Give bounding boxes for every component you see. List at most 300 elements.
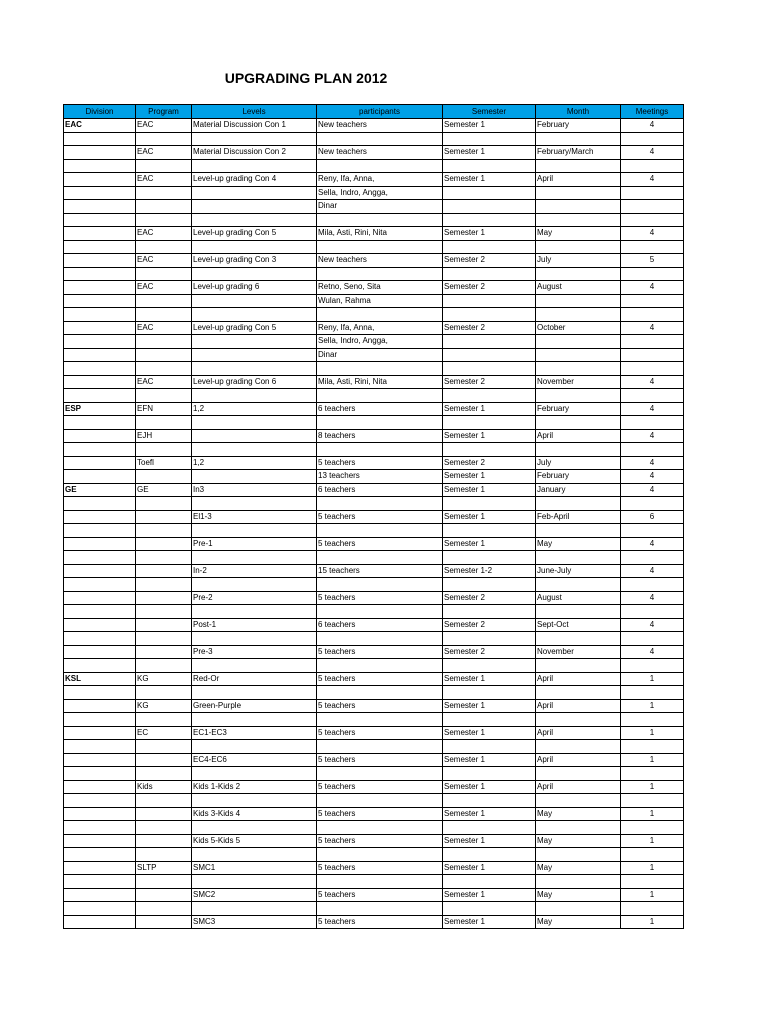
program-cell[interactable] xyxy=(136,888,192,902)
month-cell[interactable] xyxy=(536,308,621,322)
month-cell[interactable] xyxy=(536,240,621,254)
levels-cell[interactable] xyxy=(192,308,317,322)
participants-cell[interactable] xyxy=(317,713,443,727)
levels-cell[interactable]: EC1-EC3 xyxy=(192,726,317,740)
participants-cell[interactable] xyxy=(317,767,443,781)
semester-cell[interactable] xyxy=(443,213,536,227)
semester-cell[interactable]: Semester 1 xyxy=(443,753,536,767)
meetings-cell[interactable] xyxy=(621,362,684,376)
semester-cell[interactable]: Semester 2 xyxy=(443,618,536,632)
semester-cell[interactable] xyxy=(443,267,536,281)
month-cell[interactable]: February/March xyxy=(536,146,621,160)
levels-cell[interactable] xyxy=(192,470,317,484)
program-cell[interactable] xyxy=(136,834,192,848)
division-cell[interactable] xyxy=(64,767,136,781)
meetings-cell[interactable]: 1 xyxy=(621,807,684,821)
division-cell[interactable] xyxy=(64,537,136,551)
program-cell[interactable] xyxy=(136,240,192,254)
participants-cell[interactable]: 5 teachers xyxy=(317,780,443,794)
month-cell[interactable]: April xyxy=(536,753,621,767)
semester-cell[interactable]: Semester 2 xyxy=(443,591,536,605)
semester-cell[interactable] xyxy=(443,551,536,565)
levels-cell[interactable] xyxy=(192,632,317,646)
division-cell[interactable] xyxy=(64,254,136,268)
month-cell[interactable] xyxy=(536,186,621,200)
program-cell[interactable]: SLTP xyxy=(136,861,192,875)
division-cell[interactable] xyxy=(64,659,136,673)
levels-cell[interactable] xyxy=(192,848,317,862)
month-cell[interactable]: October xyxy=(536,321,621,335)
month-cell[interactable]: April xyxy=(536,780,621,794)
meetings-cell[interactable]: 1 xyxy=(621,780,684,794)
meetings-cell[interactable]: 1 xyxy=(621,915,684,929)
levels-cell[interactable] xyxy=(192,294,317,308)
meetings-cell[interactable] xyxy=(621,497,684,511)
division-cell[interactable] xyxy=(64,524,136,538)
participants-cell[interactable]: 5 teachers xyxy=(317,807,443,821)
semester-cell[interactable] xyxy=(443,443,536,457)
program-cell[interactable] xyxy=(136,902,192,916)
meetings-cell[interactable]: 1 xyxy=(621,834,684,848)
levels-cell[interactable]: SMC3 xyxy=(192,915,317,929)
semester-cell[interactable]: Semester 1 xyxy=(443,807,536,821)
meetings-cell[interactable]: 4 xyxy=(621,456,684,470)
meetings-cell[interactable] xyxy=(621,348,684,362)
levels-cell[interactable] xyxy=(192,713,317,727)
month-cell[interactable]: February xyxy=(536,119,621,133)
month-cell[interactable] xyxy=(536,497,621,511)
program-cell[interactable]: EFN xyxy=(136,402,192,416)
meetings-cell[interactable] xyxy=(621,686,684,700)
semester-cell[interactable] xyxy=(443,713,536,727)
month-cell[interactable] xyxy=(536,200,621,214)
month-cell[interactable] xyxy=(536,159,621,173)
program-cell[interactable] xyxy=(136,510,192,524)
program-cell[interactable] xyxy=(136,389,192,403)
meetings-cell[interactable] xyxy=(621,159,684,173)
month-cell[interactable] xyxy=(536,443,621,457)
month-cell[interactable] xyxy=(536,632,621,646)
program-cell[interactable] xyxy=(136,362,192,376)
program-cell[interactable]: EAC xyxy=(136,375,192,389)
month-cell[interactable] xyxy=(536,267,621,281)
meetings-cell[interactable] xyxy=(621,551,684,565)
month-cell[interactable]: May xyxy=(536,915,621,929)
semester-cell[interactable]: Semester 1 xyxy=(443,537,536,551)
semester-cell[interactable] xyxy=(443,605,536,619)
program-cell[interactable] xyxy=(136,618,192,632)
month-cell[interactable]: April xyxy=(536,429,621,443)
column-header-division[interactable]: Division xyxy=(64,105,136,119)
division-cell[interactable] xyxy=(64,281,136,295)
semester-cell[interactable] xyxy=(443,794,536,808)
division-cell[interactable] xyxy=(64,875,136,889)
program-cell[interactable] xyxy=(136,308,192,322)
semester-cell[interactable] xyxy=(443,632,536,646)
month-cell[interactable]: May xyxy=(536,861,621,875)
division-cell[interactable] xyxy=(64,618,136,632)
month-cell[interactable]: August xyxy=(536,591,621,605)
participants-cell[interactable] xyxy=(317,308,443,322)
program-cell[interactable]: EC xyxy=(136,726,192,740)
meetings-cell[interactable]: 4 xyxy=(621,470,684,484)
levels-cell[interactable]: In3 xyxy=(192,483,317,497)
participants-cell[interactable]: Wulan, Rahma xyxy=(317,294,443,308)
month-cell[interactable]: April xyxy=(536,173,621,187)
division-cell[interactable] xyxy=(64,564,136,578)
participants-cell[interactable]: New teachers xyxy=(317,119,443,133)
program-cell[interactable]: EAC xyxy=(136,173,192,187)
meetings-cell[interactable]: 1 xyxy=(621,888,684,902)
month-cell[interactable] xyxy=(536,362,621,376)
levels-cell[interactable] xyxy=(192,362,317,376)
levels-cell[interactable] xyxy=(192,213,317,227)
levels-cell[interactable]: 1,2 xyxy=(192,402,317,416)
levels-cell[interactable]: SMC2 xyxy=(192,888,317,902)
participants-cell[interactable]: 15 teachers xyxy=(317,564,443,578)
program-cell[interactable] xyxy=(136,605,192,619)
participants-cell[interactable]: Sella, Indro, Angga, xyxy=(317,186,443,200)
meetings-cell[interactable] xyxy=(621,524,684,538)
levels-cell[interactable]: Level-up grading Con 3 xyxy=(192,254,317,268)
meetings-cell[interactable] xyxy=(621,389,684,403)
division-cell[interactable] xyxy=(64,159,136,173)
levels-cell[interactable]: Green-Purple xyxy=(192,699,317,713)
program-cell[interactable] xyxy=(136,591,192,605)
program-cell[interactable]: Kids xyxy=(136,780,192,794)
division-cell[interactable] xyxy=(64,740,136,754)
semester-cell[interactable]: Semester 1 xyxy=(443,861,536,875)
program-cell[interactable]: EAC xyxy=(136,227,192,241)
program-cell[interactable]: KG xyxy=(136,672,192,686)
participants-cell[interactable] xyxy=(317,362,443,376)
levels-cell[interactable] xyxy=(192,335,317,349)
participants-cell[interactable] xyxy=(317,632,443,646)
semester-cell[interactable]: Semester 1 xyxy=(443,510,536,524)
participants-cell[interactable]: 8 teachers xyxy=(317,429,443,443)
program-cell[interactable] xyxy=(136,348,192,362)
meetings-cell[interactable] xyxy=(621,335,684,349)
program-cell[interactable] xyxy=(136,132,192,146)
division-cell[interactable] xyxy=(64,794,136,808)
levels-cell[interactable]: 1,2 xyxy=(192,456,317,470)
division-cell[interactable] xyxy=(64,578,136,592)
program-cell[interactable] xyxy=(136,578,192,592)
participants-cell[interactable]: Mila, Asti, Rini, Nita xyxy=(317,227,443,241)
division-cell[interactable] xyxy=(64,726,136,740)
semester-cell[interactable] xyxy=(443,294,536,308)
semester-cell[interactable] xyxy=(443,524,536,538)
division-cell[interactable]: EAC xyxy=(64,119,136,133)
division-cell[interactable] xyxy=(64,240,136,254)
levels-cell[interactable]: Red-Or xyxy=(192,672,317,686)
meetings-cell[interactable]: 4 xyxy=(621,564,684,578)
division-cell[interactable] xyxy=(64,470,136,484)
division-cell[interactable] xyxy=(64,267,136,281)
participants-cell[interactable]: Reny, Ifa, Anna, xyxy=(317,173,443,187)
meetings-cell[interactable] xyxy=(621,416,684,430)
month-cell[interactable]: May xyxy=(536,807,621,821)
meetings-cell[interactable]: 1 xyxy=(621,726,684,740)
meetings-cell[interactable]: 4 xyxy=(621,645,684,659)
participants-cell[interactable] xyxy=(317,416,443,430)
meetings-cell[interactable] xyxy=(621,443,684,457)
program-cell[interactable] xyxy=(136,294,192,308)
levels-cell[interactable] xyxy=(192,551,317,565)
semester-cell[interactable] xyxy=(443,200,536,214)
month-cell[interactable] xyxy=(536,335,621,349)
semester-cell[interactable] xyxy=(443,848,536,862)
levels-cell[interactable] xyxy=(192,659,317,673)
division-cell[interactable] xyxy=(64,146,136,160)
month-cell[interactable] xyxy=(536,551,621,565)
semester-cell[interactable] xyxy=(443,159,536,173)
levels-cell[interactable] xyxy=(192,186,317,200)
month-cell[interactable] xyxy=(536,794,621,808)
month-cell[interactable] xyxy=(536,848,621,862)
division-cell[interactable] xyxy=(64,713,136,727)
division-cell[interactable] xyxy=(64,510,136,524)
meetings-cell[interactable]: 4 xyxy=(621,375,684,389)
meetings-cell[interactable]: 1 xyxy=(621,753,684,767)
levels-cell[interactable] xyxy=(192,240,317,254)
meetings-cell[interactable]: 4 xyxy=(621,483,684,497)
participants-cell[interactable]: Retno, Seno, Sita xyxy=(317,281,443,295)
semester-cell[interactable] xyxy=(443,497,536,511)
month-cell[interactable]: May xyxy=(536,888,621,902)
levels-cell[interactable]: El1-3 xyxy=(192,510,317,524)
levels-cell[interactable] xyxy=(192,132,317,146)
meetings-cell[interactable]: 4 xyxy=(621,227,684,241)
program-cell[interactable] xyxy=(136,659,192,673)
meetings-cell[interactable]: 4 xyxy=(621,429,684,443)
division-cell[interactable]: KSL xyxy=(64,672,136,686)
participants-cell[interactable] xyxy=(317,578,443,592)
column-header-semester[interactable]: Semester xyxy=(443,105,536,119)
semester-cell[interactable] xyxy=(443,132,536,146)
division-cell[interactable] xyxy=(64,443,136,457)
program-cell[interactable] xyxy=(136,645,192,659)
participants-cell[interactable]: 6 teachers xyxy=(317,402,443,416)
semester-cell[interactable]: Semester 1 xyxy=(443,402,536,416)
division-cell[interactable] xyxy=(64,294,136,308)
semester-cell[interactable]: Semester 1 xyxy=(443,173,536,187)
meetings-cell[interactable]: 1 xyxy=(621,861,684,875)
division-cell[interactable] xyxy=(64,186,136,200)
participants-cell[interactable] xyxy=(317,524,443,538)
program-cell[interactable]: EAC xyxy=(136,254,192,268)
semester-cell[interactable] xyxy=(443,308,536,322)
division-cell[interactable] xyxy=(64,686,136,700)
participants-cell[interactable]: 5 teachers xyxy=(317,699,443,713)
levels-cell[interactable] xyxy=(192,200,317,214)
semester-cell[interactable] xyxy=(443,578,536,592)
program-cell[interactable] xyxy=(136,915,192,929)
program-cell[interactable]: EAC xyxy=(136,281,192,295)
program-cell[interactable]: EAC xyxy=(136,146,192,160)
division-cell[interactable] xyxy=(64,497,136,511)
semester-cell[interactable] xyxy=(443,416,536,430)
levels-cell[interactable] xyxy=(192,578,317,592)
semester-cell[interactable]: Semester 2 xyxy=(443,281,536,295)
participants-cell[interactable] xyxy=(317,848,443,862)
meetings-cell[interactable] xyxy=(621,605,684,619)
semester-cell[interactable] xyxy=(443,821,536,835)
participants-cell[interactable] xyxy=(317,267,443,281)
levels-cell[interactable] xyxy=(192,875,317,889)
division-cell[interactable] xyxy=(64,645,136,659)
program-cell[interactable] xyxy=(136,443,192,457)
division-cell[interactable] xyxy=(64,780,136,794)
program-cell[interactable] xyxy=(136,537,192,551)
semester-cell[interactable]: Semester 1 xyxy=(443,119,536,133)
program-cell[interactable] xyxy=(136,551,192,565)
semester-cell[interactable]: Semester 1 xyxy=(443,888,536,902)
semester-cell[interactable]: Semester 1 xyxy=(443,699,536,713)
column-header-levels[interactable]: Levels xyxy=(192,105,317,119)
meetings-cell[interactable] xyxy=(621,821,684,835)
participants-cell[interactable] xyxy=(317,389,443,403)
participants-cell[interactable]: Dinar xyxy=(317,348,443,362)
participants-cell[interactable]: 5 teachers xyxy=(317,753,443,767)
levels-cell[interactable] xyxy=(192,794,317,808)
meetings-cell[interactable] xyxy=(621,578,684,592)
participants-cell[interactable] xyxy=(317,497,443,511)
meetings-cell[interactable]: 4 xyxy=(621,281,684,295)
program-cell[interactable] xyxy=(136,416,192,430)
participants-cell[interactable] xyxy=(317,605,443,619)
month-cell[interactable]: February xyxy=(536,402,621,416)
levels-cell[interactable]: Post-1 xyxy=(192,618,317,632)
meetings-cell[interactable]: 4 xyxy=(621,402,684,416)
participants-cell[interactable]: 5 teachers xyxy=(317,510,443,524)
meetings-cell[interactable] xyxy=(621,794,684,808)
meetings-cell[interactable] xyxy=(621,308,684,322)
levels-cell[interactable]: Material Discussion Con 1 xyxy=(192,119,317,133)
program-cell[interactable] xyxy=(136,848,192,862)
semester-cell[interactable] xyxy=(443,362,536,376)
meetings-cell[interactable] xyxy=(621,848,684,862)
semester-cell[interactable]: Semester 1 xyxy=(443,483,536,497)
semester-cell[interactable]: Semester 2 xyxy=(443,375,536,389)
participants-cell[interactable]: 5 teachers xyxy=(317,456,443,470)
participants-cell[interactable]: 5 teachers xyxy=(317,672,443,686)
semester-cell[interactable]: Semester 1 xyxy=(443,780,536,794)
levels-cell[interactable] xyxy=(192,902,317,916)
program-cell[interactable] xyxy=(136,821,192,835)
participants-cell[interactable] xyxy=(317,240,443,254)
semester-cell[interactable] xyxy=(443,686,536,700)
month-cell[interactable]: November xyxy=(536,375,621,389)
division-cell[interactable] xyxy=(64,227,136,241)
semester-cell[interactable]: Semester 1 xyxy=(443,227,536,241)
participants-cell[interactable] xyxy=(317,159,443,173)
division-cell[interactable] xyxy=(64,888,136,902)
program-cell[interactable] xyxy=(136,807,192,821)
participants-cell[interactable] xyxy=(317,551,443,565)
meetings-cell[interactable] xyxy=(621,240,684,254)
division-cell[interactable] xyxy=(64,821,136,835)
program-cell[interactable] xyxy=(136,213,192,227)
division-cell[interactable] xyxy=(64,605,136,619)
semester-cell[interactable] xyxy=(443,240,536,254)
division-cell[interactable] xyxy=(64,321,136,335)
participants-cell[interactable]: 6 teachers xyxy=(317,618,443,632)
month-cell[interactable]: January xyxy=(536,483,621,497)
participants-cell[interactable]: Dinar xyxy=(317,200,443,214)
semester-cell[interactable]: Semester 2 xyxy=(443,254,536,268)
month-cell[interactable] xyxy=(536,767,621,781)
program-cell[interactable] xyxy=(136,200,192,214)
levels-cell[interactable] xyxy=(192,389,317,403)
participants-cell[interactable]: Reny, Ifa, Anna, xyxy=(317,321,443,335)
participants-cell[interactable]: 5 teachers xyxy=(317,726,443,740)
month-cell[interactable] xyxy=(536,294,621,308)
participants-cell[interactable]: 5 teachers xyxy=(317,834,443,848)
levels-cell[interactable] xyxy=(192,348,317,362)
month-cell[interactable]: May xyxy=(536,537,621,551)
division-cell[interactable] xyxy=(64,389,136,403)
month-cell[interactable]: July xyxy=(536,254,621,268)
participants-cell[interactable]: New teachers xyxy=(317,146,443,160)
division-cell[interactable] xyxy=(64,699,136,713)
meetings-cell[interactable] xyxy=(621,200,684,214)
month-cell[interactable]: May xyxy=(536,227,621,241)
program-cell[interactable] xyxy=(136,524,192,538)
month-cell[interactable] xyxy=(536,389,621,403)
program-cell[interactable] xyxy=(136,794,192,808)
program-cell[interactable]: GE xyxy=(136,483,192,497)
meetings-cell[interactable] xyxy=(621,632,684,646)
levels-cell[interactable]: EC4-EC6 xyxy=(192,753,317,767)
participants-cell[interactable] xyxy=(317,686,443,700)
levels-cell[interactable]: Level-up grading Con 5 xyxy=(192,321,317,335)
program-cell[interactable] xyxy=(136,767,192,781)
levels-cell[interactable] xyxy=(192,767,317,781)
program-cell[interactable] xyxy=(136,497,192,511)
division-cell[interactable] xyxy=(64,362,136,376)
program-cell[interactable] xyxy=(136,335,192,349)
semester-cell[interactable] xyxy=(443,767,536,781)
levels-cell[interactable] xyxy=(192,524,317,538)
meetings-cell[interactable] xyxy=(621,132,684,146)
participants-cell[interactable] xyxy=(317,659,443,673)
division-cell[interactable] xyxy=(64,416,136,430)
program-cell[interactable]: KG xyxy=(136,699,192,713)
month-cell[interactable] xyxy=(536,659,621,673)
levels-cell[interactable]: In-2 xyxy=(192,564,317,578)
month-cell[interactable] xyxy=(536,348,621,362)
semester-cell[interactable] xyxy=(443,389,536,403)
levels-cell[interactable]: Pre-2 xyxy=(192,591,317,605)
semester-cell[interactable]: Semester 1 xyxy=(443,429,536,443)
meetings-cell[interactable]: 4 xyxy=(621,321,684,335)
semester-cell[interactable]: Semester 1 xyxy=(443,726,536,740)
program-cell[interactable] xyxy=(136,159,192,173)
program-cell[interactable]: EJH xyxy=(136,429,192,443)
participants-cell[interactable] xyxy=(317,821,443,835)
meetings-cell[interactable]: 6 xyxy=(621,510,684,524)
meetings-cell[interactable]: 1 xyxy=(621,672,684,686)
participants-cell[interactable]: 5 teachers xyxy=(317,645,443,659)
division-cell[interactable] xyxy=(64,753,136,767)
program-cell[interactable] xyxy=(136,470,192,484)
month-cell[interactable]: Sept-Oct xyxy=(536,618,621,632)
month-cell[interactable] xyxy=(536,875,621,889)
meetings-cell[interactable]: 4 xyxy=(621,618,684,632)
division-cell[interactable] xyxy=(64,375,136,389)
semester-cell[interactable]: Semester 1 xyxy=(443,470,536,484)
